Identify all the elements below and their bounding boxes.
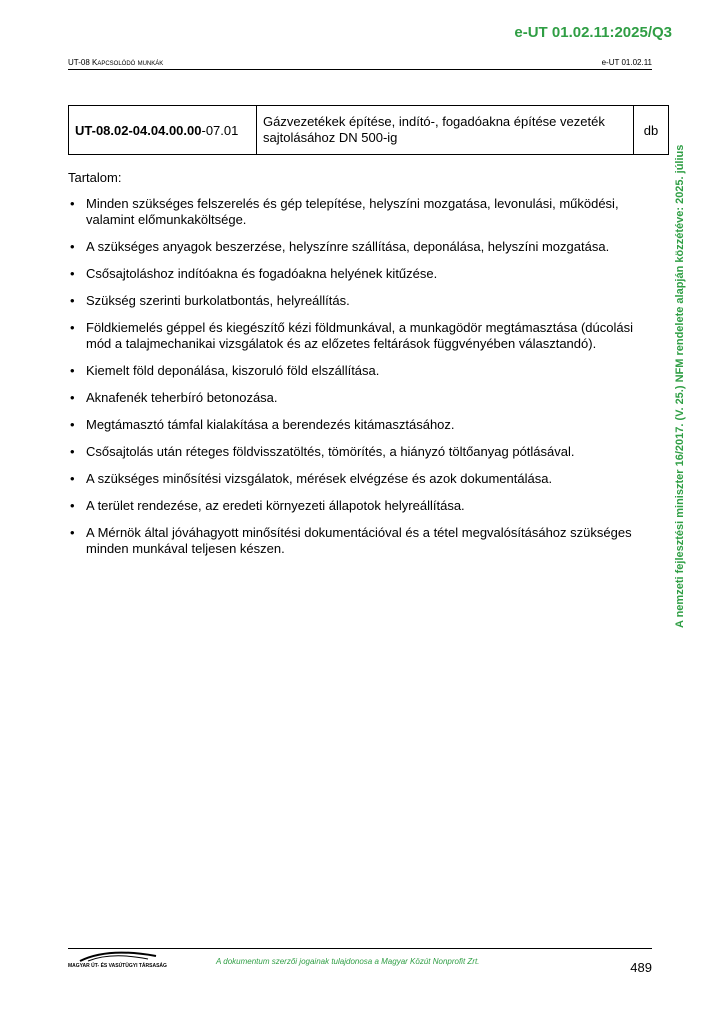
society-logo xyxy=(68,950,168,972)
publication-note: A nemzeti fejlesztési miniszter 16/2017. (V. 25.) NFM rendelete alapján közzétéve: 2025. július xyxy=(674,144,686,628)
item-code-cell xyxy=(69,106,257,155)
list-item: • Kiemelt föld deponálása, kiszoruló föld elszállítása. xyxy=(68,363,658,379)
content-list xyxy=(68,196,658,557)
item-description: Gázvezetékek építése, indító-, fogadóakna építése vezeték sajtolásához DN 500-ig xyxy=(257,106,634,155)
list-item: • Aknafenék teherbíró betonozása. xyxy=(68,390,658,406)
logo-swoosh-icon xyxy=(78,950,158,962)
list-item: • Csősajtolás után réteges földvisszatöltés, tömörítés, a hiányzó töltőanyag pótlásával. xyxy=(68,444,658,460)
content-heading: Tartalom: xyxy=(68,170,122,185)
list-item: • Szükség szerinti burkolatbontás, helyreállítás. xyxy=(68,293,658,309)
copyright-notice: A dokumentum szerzői jogainak tulajdonosa a Magyar Közút Nonprofit Zrt. xyxy=(216,957,480,966)
document-code: e-UT 01.02.11:2025/Q3 xyxy=(514,24,672,41)
content-section xyxy=(68,170,658,568)
list-item: • A szükséges minősítési vizsgálatok, mérések elvégzése és azok dokumentálása. xyxy=(68,471,658,487)
item-code: UT-08.02-04.04.00.00 xyxy=(75,122,202,138)
list-item: • A szükséges anyagok beszerzése, helyszínre szállítása, deponálása, helyszíni mozgatása. xyxy=(68,239,658,255)
running-header xyxy=(68,58,652,70)
item-code-suffix: -07.01 xyxy=(201,122,239,138)
list-item: • A terület rendezése, az eredeti környezeti állapotok helyreállítása. xyxy=(68,498,658,514)
list-item: • Csősajtoláshoz indítóakna és fogadóakna helyének kitűzése. xyxy=(68,266,658,282)
footer-divider xyxy=(68,948,652,949)
chapter-title: UT-08 Kapcsolódó munkák xyxy=(68,58,164,67)
item-row xyxy=(69,106,669,155)
list-item: • Földkiemelés géppel és kiegészítő kézi földmunkával, a munkagödör megtámasztása (dúcolási mód a talajmechanikai vizsgálatok és az előzetes feltárások függvényében választandó). xyxy=(68,320,658,352)
list-item: • Minden szükséges felszerelés és gép telepítése, helyszíni mozgatása, levonulási, működési, valamint előmunkaköltsége. xyxy=(68,196,658,228)
page-number: 489 xyxy=(630,960,652,975)
item-unit: db xyxy=(634,106,669,155)
doc-reference: e-UT 01.02.11 xyxy=(601,58,652,67)
item-table xyxy=(68,105,669,155)
list-item: • Megtámasztó támfal kialakítása a berendezés kitámasztásához. xyxy=(68,417,658,433)
logo-text: MAGYAR ÚT- ÉS VASÚTÜGYI TÁRSASÁG xyxy=(68,963,167,969)
list-item: • A Mérnök által jóváhagyott minősítési dokumentációval és a tétel megvalósításához szükséges minden munkával teljesen készen. xyxy=(68,525,658,557)
